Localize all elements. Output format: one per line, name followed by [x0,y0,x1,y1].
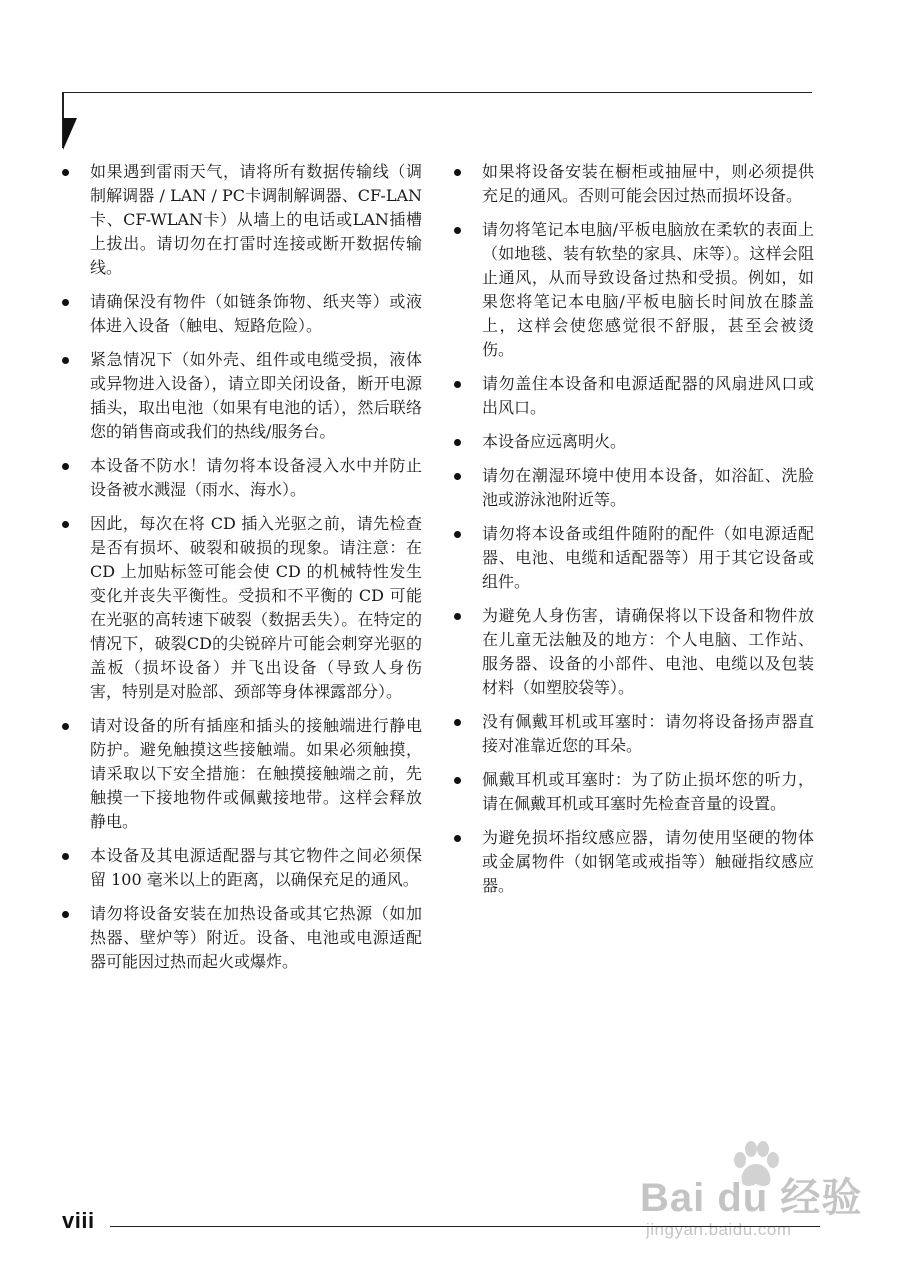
bullet-icon [62,463,69,470]
list-item [452,464,814,512]
bullet-icon [62,911,69,918]
bullet-icon [454,719,461,726]
list-item [452,604,814,700]
list-item [452,430,814,454]
bullet-icon [62,169,69,176]
list-item [60,844,422,892]
list-item-text: 本设备及其电源适配器与其它物件之间必须保留 100 毫米以上的距离，以确保充足的通风。 [90,846,422,889]
watermark-url: jingyan.baidu.com [646,1220,792,1239]
left-column-list [60,160,422,984]
bullet-icon [454,227,461,234]
bullet-icon [454,531,461,538]
list-item-text: 佩戴耳机或耳塞时：为了防止损坏您的听力，请在佩戴耳机或耳塞时先检查音量的设置。 [482,770,814,813]
watermark-brand: Bai du 经验 [640,1176,863,1220]
list-item [60,512,422,704]
list-item [60,348,422,444]
bullet-icon [454,381,461,388]
list-item-text: 紧急情况下（如外壳、组件或电缆受损，液体或异物进入设备），请立即关闭设备，断开电源插头，取出电池（如果有电池的话），然后联络您的销售商或我们的热线/服务台。 [90,350,422,441]
list-item-text: 如果遇到雷雨天气，请将所有数据传输线（调制解调器 / LAN / PC卡调制解调器、CF-LAN卡、CF-WLAN卡）从墙上的电话或LAN插槽上拔出。请切勿在打雷时连接或断开数据传输线。 [90,162,422,277]
list-item-text: 请勿盖住本设备和电源适配器的风扇进风口或出风口。 [482,374,814,417]
bullet-icon [62,723,69,730]
list-item [60,160,422,280]
bullet-icon [454,835,461,842]
list-item [452,160,814,208]
footer-rule [110,1226,820,1227]
list-item-text: 请确保没有物件（如链条饰物、纸夹等）或液体进入设备（触电、短路危险）。 [90,292,422,335]
list-item-text: 请勿将本设备或组件随附的配件（如电源适配器、电池、电缆和适配器等）用于其它设备或组件。 [482,524,814,591]
list-item-text: 如果将设备安装在橱柜或抽屉中，则必须提供充足的通风。否则可能会因过热而损坏设备。 [482,162,814,205]
bullet-icon [454,613,461,620]
list-item [452,768,814,816]
list-item [452,826,814,898]
bullet-icon [454,169,461,176]
header-corner-mark [63,118,77,150]
bullet-icon [454,439,461,446]
list-item-text: 请勿将设备安装在加热设备或其它热源（如加热器、壁炉等）附近。设备、电池或电源适配器可能因过热而起火或爆炸。 [90,904,422,971]
list-item-text: 本设备应远离明火。 [482,432,627,451]
bullet-icon [62,521,69,528]
list-item-text: 请对设备的所有插座和插头的接触端进行静电防护。避免触摸这些接触端。如果必须触摸，请采取以下安全措施：在触摸接触端之前，先触摸一下接地物件或佩戴接地带。这样会释放静电。 [90,716,422,831]
right-column-list [452,160,814,908]
bullet-icon [62,357,69,364]
header-rule [62,92,812,93]
list-item [60,714,422,834]
bullet-icon [454,777,461,784]
list-item [452,218,814,362]
bullet-icon [62,853,69,860]
list-item [452,522,814,594]
baidu-watermark [640,1140,880,1250]
list-item-text: 请勿将笔记本电脑/平板电脑放在柔软的表面上（如地毯、装有软垫的家具、床等）。这样会阻止通风，从而导致设备过热和受损。例如，如果您将笔记本电脑/平板电脑长时间放在膝盖上，这样会使您感觉很不舒服，甚至会被烫伤。 [482,220,814,359]
list-item [452,372,814,420]
list-item-text: 本设备不防水！请勿将本设备浸入水中并防止设备被水溅湿（雨水、海水）。 [90,456,422,499]
list-item-text: 没有佩戴耳机或耳塞时：请勿将设备扬声器直接对准靠近您的耳朵。 [482,712,814,755]
list-item [452,710,814,758]
list-item-text: 请勿在潮湿环境中使用本设备，如浴缸、洗脸池或游泳池附近等。 [482,466,814,509]
list-item [60,902,422,974]
bullet-icon [454,473,461,480]
bullet-icon [62,299,69,306]
list-item [60,454,422,502]
list-item-text: 为避免人身伤害，请确保将以下设备和物件放在儿童无法触及的地方：个人电脑、工作站、服务器、设备的小部件、电池、电缆以及包装材料（如塑胶袋等）。 [482,606,814,697]
list-item [60,290,422,338]
list-item-text: 因此，每次在将 CD 插入光驱之前，请先检查是否有损坏、破裂和破损的现象。请注意：在 CD 上加贴标签可能会使 CD 的机械特性发生变化并丧失平衡性。受损和不平衡的 CD 可能在光驱的高转速下破裂（数据丢失）。在特定的情况下，破裂CD的尖锐碎片可能会刺穿光驱的盖板（损坏设备）并飞出设备（导致人身伤害，特别是对脸部、颈部等身体裸露部分）。 [90,514,422,701]
list-item-text: 为避免损坏指纹感应器，请勿使用坚硬的物体或金属物件（如钢笔或戒指等）触碰指纹感应器。 [482,828,814,895]
page-number: viii [62,1208,95,1233]
